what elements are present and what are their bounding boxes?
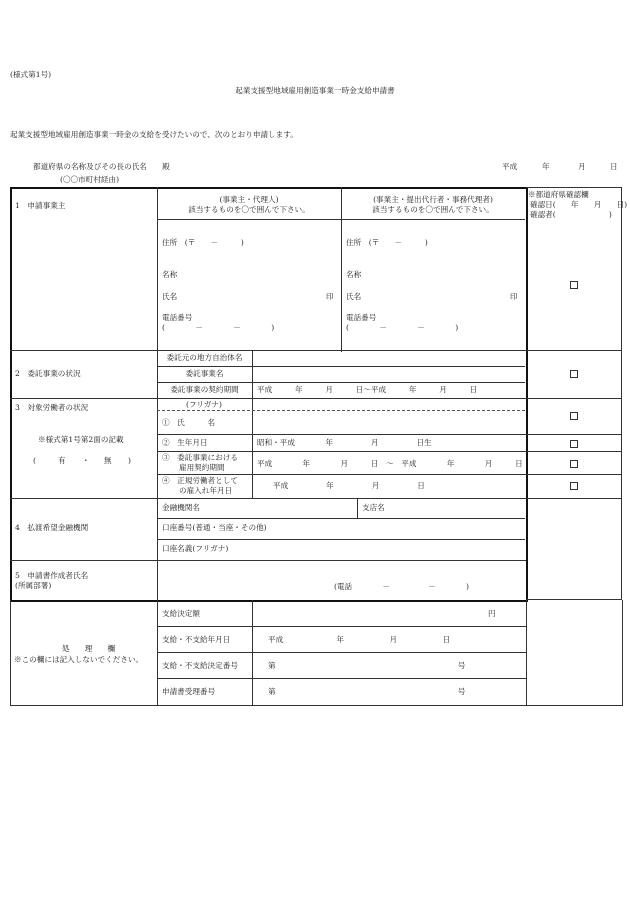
furigana-label: (フリガナ) [186,400,222,409]
furigana-dash [157,410,525,411]
presence-open: ( [33,456,36,465]
office-row3-label: 支給・不支給決定番号 [162,661,238,670]
section5-dept: (所属部署) [15,581,52,590]
section5-label: 5 申請書作成者氏名 [15,571,89,580]
presence-yes[interactable]: 有 [58,456,66,465]
account-number-field[interactable]: 口座番号(普通・当座・その他) [162,523,267,532]
col-b-address[interactable]: 住所 (〒 － ) [346,238,428,247]
confirm-checkbox-4[interactable] [570,440,578,448]
date-month: 月 [578,162,586,171]
s3-row-line-1 [157,434,621,435]
hire-field[interactable]: 平成 年 月 日 [273,481,425,490]
s2-row1-label: 委託元の地方自治体名 [166,353,243,362]
office-label: 処 理 欄 [62,644,116,653]
section2-label: 2 委託事業の状況 [15,369,81,378]
office-row2-value: 平成 年 月 日 [268,635,451,644]
form-title: 起業支援型地域雇用創造事業一時金支給申請書 [235,86,395,95]
confirm-checkbox-5[interactable] [570,460,578,468]
via-municipality: (〇〇市町村経由) [60,175,120,184]
confirm-person: 確認者( ) [530,210,612,219]
col-b-phone-label: 電話番号 [346,313,377,322]
section1-label: 1 申請事業主 [15,201,66,210]
col-a-name-label: 名称 [162,270,178,279]
office-row1-value: 円 [488,609,496,618]
confirm-checkbox-3[interactable] [570,412,578,420]
account-holder-field[interactable]: 口座名義(フリガナ) [162,544,229,553]
form-number: (様式第1号) [10,70,52,79]
col-b-name-label: 名称 [346,270,362,279]
section4-label: 4 払渡希望金融機関 [15,523,89,532]
section3-bottom [10,498,621,499]
s2-row-line-1 [157,366,525,367]
branch-field[interactable]: 支店名 [362,503,385,512]
office-line-3 [157,678,526,679]
col-b-person-label: 氏名 [346,292,362,301]
col-b-seal: 印 [510,292,518,301]
s3-row-line-3 [157,474,621,475]
confirm-checkbox-6[interactable] [570,482,578,490]
presence-dot: ・ [82,456,90,465]
s2-row3-label: 委託事業の契約期間 [170,385,239,394]
office-row2-label: 支給・不支給年月日 [162,635,231,644]
col-a-phone-label: 電話番号 [162,313,193,322]
section23-value-divider [252,350,253,498]
col-a-seal: 印 [326,292,334,301]
contract-label-2: 雇用契約期間 [179,463,225,472]
office-note: ※この欄には記入しないでください。 [14,655,144,664]
col-b-title: (事業主・提出代行者・事務代理者) [373,195,493,204]
s2-row2-label: 委託事業名 [185,369,224,378]
col-b-phone-field[interactable]: ( － － ) [346,323,459,332]
section5-phone[interactable]: (電話 － － ) [334,582,470,591]
section2-bottom [10,398,621,399]
col-a-person-label: 氏名 [162,292,178,301]
date-year: 年 [542,162,550,171]
confirm-checkbox-1[interactable] [570,281,578,289]
date-era: 平成 [502,162,518,171]
office-right-divider [526,600,527,705]
worker-name-label: ① 氏 名 [162,418,216,427]
bank-branch-divider [357,498,358,518]
date-day: 日 [610,162,618,171]
s3-row-line-2 [157,451,621,452]
office-row4-label: 申請書受理番号 [162,687,216,696]
confirm-date: 確認日( 年 月 日) [530,200,628,209]
confirm-column-frame [526,187,622,600]
contract-label-1: ③ 委託事業における [162,453,238,462]
s4-row-line-1 [157,518,525,519]
s2-row-line-2 [157,382,525,383]
section4-bottom [10,560,526,561]
col-a-phone-field[interactable]: ( － － ) [162,323,275,332]
birth-label: ② 生年月日 [162,438,208,447]
office-line-2 [157,652,526,653]
intro-text: 起業支援型地域雇用創造事業一時金の支給を受けたいので、次のとおり申請します。 [10,130,298,139]
col-a-address[interactable]: 住所 (〒 － ) [162,238,244,247]
section3-label: 3 対象労働者の状況 [15,403,89,412]
hire-label-2: の雇入れ年月日 [179,486,233,495]
bank-name-field[interactable]: 金融機関名 [162,503,200,512]
office-line-1 [157,626,526,627]
birth-field[interactable]: 昭和・平成 年 月 日生 [257,438,432,447]
section1-bottom [10,350,621,351]
confirm-title: ※都道府県確認欄 [528,190,589,199]
section3-note: ※様式第1号第2面の記載 [38,435,124,444]
col-a-instruction: 該当するものを〇で囲んで下さい。 [188,205,310,214]
s4-row-line-2 [157,539,525,540]
presence-no[interactable]: 無 [104,456,112,465]
col-b-instruction: 該当するものを〇で囲んで下さい。 [372,205,494,214]
col-a-title: (事業主・代理人) [219,195,279,204]
addressee: 都道府県の名称及びその長の氏名 殿 [33,162,170,171]
presence-close: ) [128,456,131,465]
office-row1-label: 支給決定額 [162,609,200,618]
confirm-checkbox-2[interactable] [570,370,578,378]
contract-field[interactable]: 平成 年 月 日 ～ 平成 年 月 日 [257,459,523,468]
hire-label-1: ④ 正規労働者として [162,476,238,485]
office-row3-value: 第 号 [268,661,466,670]
office-row4-value: 第 号 [268,687,466,696]
contract-period-field[interactable]: 平成 年 月 日～平成 年 月 日 [257,385,478,394]
section1-header-line [157,219,525,220]
